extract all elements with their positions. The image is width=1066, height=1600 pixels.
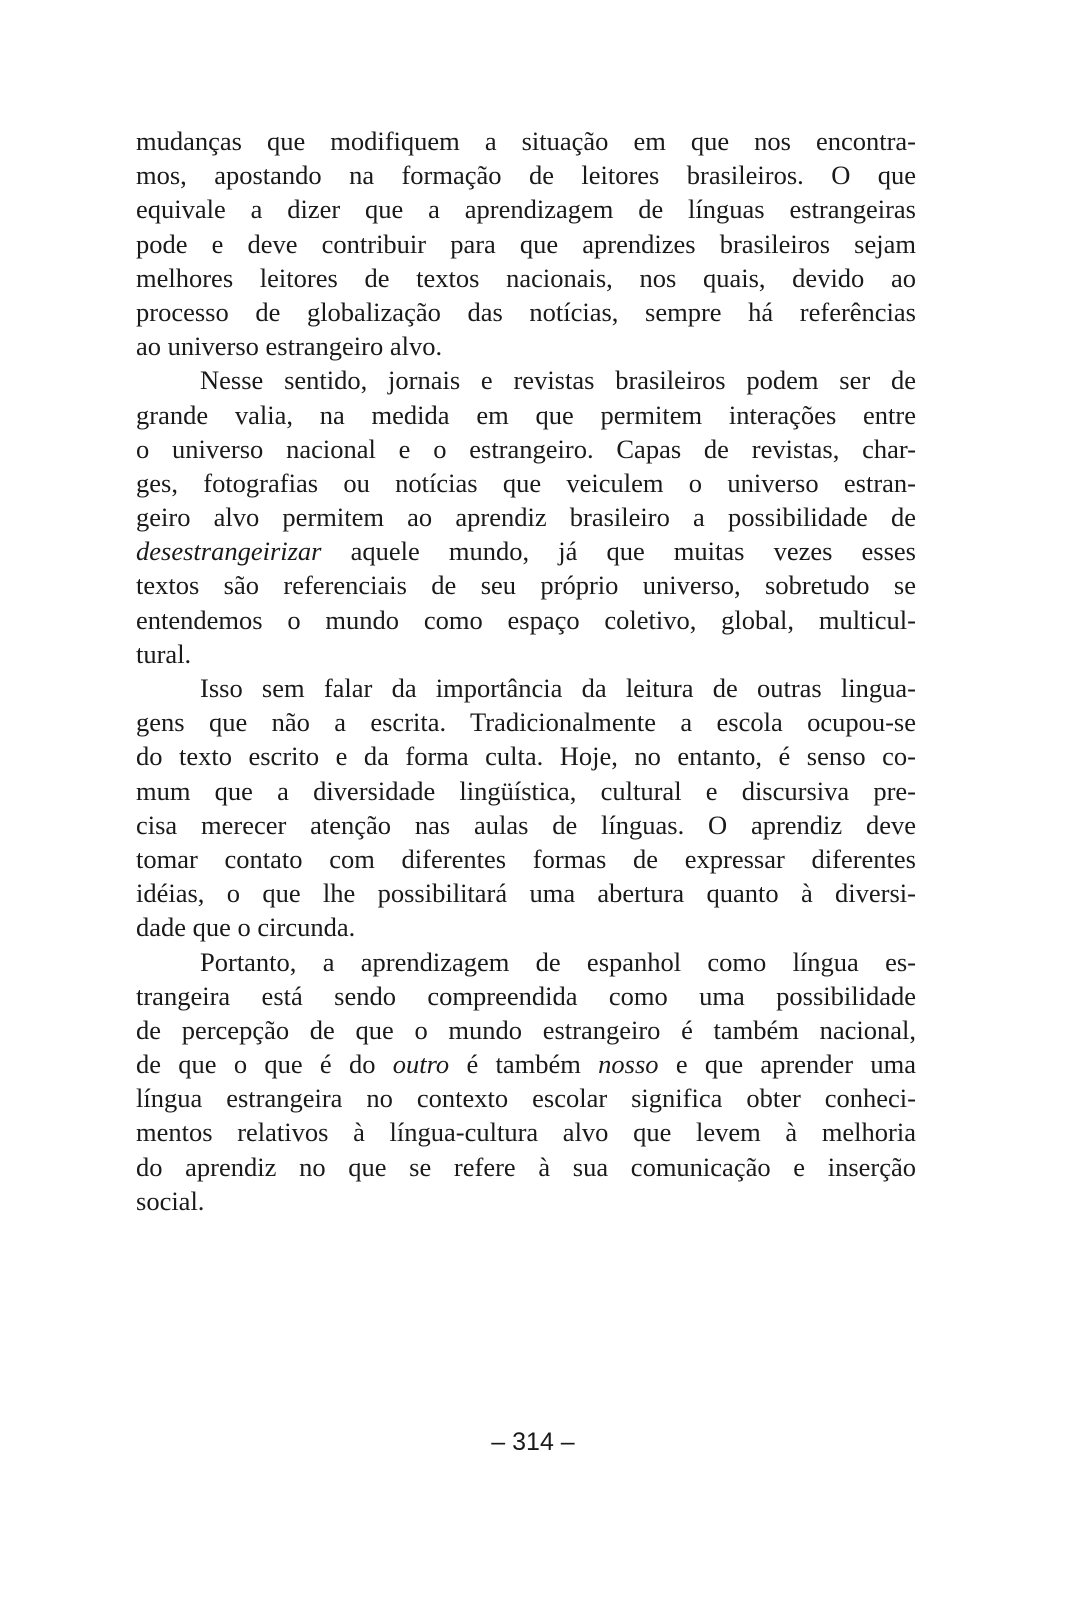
text-line	[136, 534, 916, 568]
text-line	[136, 876, 916, 910]
paragraph	[136, 363, 916, 671]
text-segment: de percepção de que o mundo estrangeiro é também nacional,	[136, 1014, 916, 1045]
text-segment: língua estrangeira no contexto escolar significa obter conheci-	[136, 1083, 916, 1114]
text-line	[136, 432, 916, 466]
text-segment: mentos relativos à língua-cultura alvo que levem à melhoria	[136, 1117, 916, 1148]
text-line	[136, 774, 916, 808]
text-segment: gens que não a escrita. Tradicionalmente a escola ocupou-se	[136, 707, 916, 738]
text-segment: grande valia, na medida em que permitem interações entre	[136, 399, 916, 430]
text-line	[136, 466, 916, 500]
text-line	[136, 739, 916, 773]
text-line	[136, 1150, 916, 1184]
text-segment: o universo nacional e o estrangeiro. Capas de revistas, char-	[136, 433, 916, 464]
text-line	[136, 671, 916, 705]
text-line	[136, 568, 916, 602]
text-line	[136, 1184, 916, 1218]
text-line	[136, 1115, 916, 1149]
text-line	[136, 945, 916, 979]
text-segment: tural.	[136, 638, 192, 669]
paragraph	[136, 671, 916, 945]
text-line	[136, 227, 916, 261]
page-body-text	[136, 124, 916, 1218]
text-line	[136, 1013, 916, 1047]
text-segment: melhores leitores de textos nacionais, nos quais, devido ao	[136, 262, 916, 293]
text-line	[136, 158, 916, 192]
text-line	[136, 398, 916, 432]
text-line	[136, 261, 916, 295]
text-line	[136, 705, 916, 739]
paragraph	[136, 945, 916, 1219]
text-line	[136, 124, 916, 158]
text-line	[136, 979, 916, 1013]
text-segment: mum que a diversidade lingüística, cultural e discursiva pre-	[136, 775, 916, 806]
text-segment: geiro alvo permitem ao aprendiz brasileiro a possibilidade de	[136, 502, 916, 533]
text-line	[136, 500, 916, 534]
text-line	[136, 842, 916, 876]
text-segment: de que o que é do	[136, 1049, 393, 1080]
text-segment: textos são referenciais de seu próprio universo, sobretudo se	[136, 570, 916, 601]
italic-text: nosso	[598, 1049, 659, 1080]
text-line	[136, 808, 916, 842]
text-line	[136, 603, 916, 637]
text-segment: do texto escrito e da forma culta. Hoje, no entanto, é senso co-	[136, 741, 916, 772]
text-segment: ges, fotografias ou notícias que veiculem o universo estran-	[136, 467, 916, 498]
text-line	[136, 910, 916, 944]
text-line	[136, 1047, 916, 1081]
text-line	[136, 192, 916, 226]
text-segment: equivale a dizer que a aprendizagem de línguas estrangeiras	[136, 194, 916, 225]
text-segment: Isso sem falar da importância da leitura de outras lingua-	[200, 673, 916, 703]
text-segment: entendemos o mundo como espaço coletivo, global, multicul-	[136, 604, 916, 635]
text-segment: processo de globalização das notícias, sempre há referências	[136, 296, 916, 327]
italic-text: desestrangeirizar	[136, 536, 322, 567]
text-segment: e que aprender uma	[658, 1049, 916, 1080]
italic-text: outro	[392, 1049, 450, 1080]
text-segment: mudanças que modifiquem a situação em que nos encontra-	[136, 126, 916, 156]
text-line	[136, 295, 916, 329]
text-segment: tomar contato com diferentes formas de expressar diferentes	[136, 843, 916, 874]
paragraph	[136, 124, 916, 363]
text-line	[136, 637, 916, 671]
text-segment: trangeira está sendo compreendida como uma possibilidade	[136, 980, 916, 1011]
text-segment: dade que o circunda.	[136, 912, 356, 943]
text-segment: Portanto, a aprendizagem de espanhol como língua es-	[200, 946, 916, 977]
text-segment: mos, apostando na formação de leitores brasileiros. O que	[136, 160, 916, 191]
text-segment: social.	[136, 1185, 205, 1216]
text-segment: é também	[449, 1049, 599, 1080]
text-line	[136, 329, 916, 363]
text-segment: aquele mundo, já que muitas vezes esses	[321, 536, 916, 567]
text-segment: idéias, o que lhe possibilitará uma abertura quanto à diversi-	[136, 878, 916, 909]
text-segment: pode e deve contribuir para que aprendizes brasileiros sejam	[136, 228, 916, 259]
text-line	[136, 363, 916, 397]
text-segment: cisa merecer atenção nas aulas de línguas. O aprendiz deve	[136, 809, 916, 840]
page-number: – 314 –	[491, 1428, 575, 1456]
text-segment: ao universo estrangeiro alvo.	[136, 331, 443, 362]
text-segment: Nesse sentido, jornais e revistas brasileiros podem ser de	[200, 365, 916, 396]
text-line	[136, 1081, 916, 1115]
text-segment: do aprendiz no que se refere à sua comunicação e inserção	[136, 1151, 916, 1182]
